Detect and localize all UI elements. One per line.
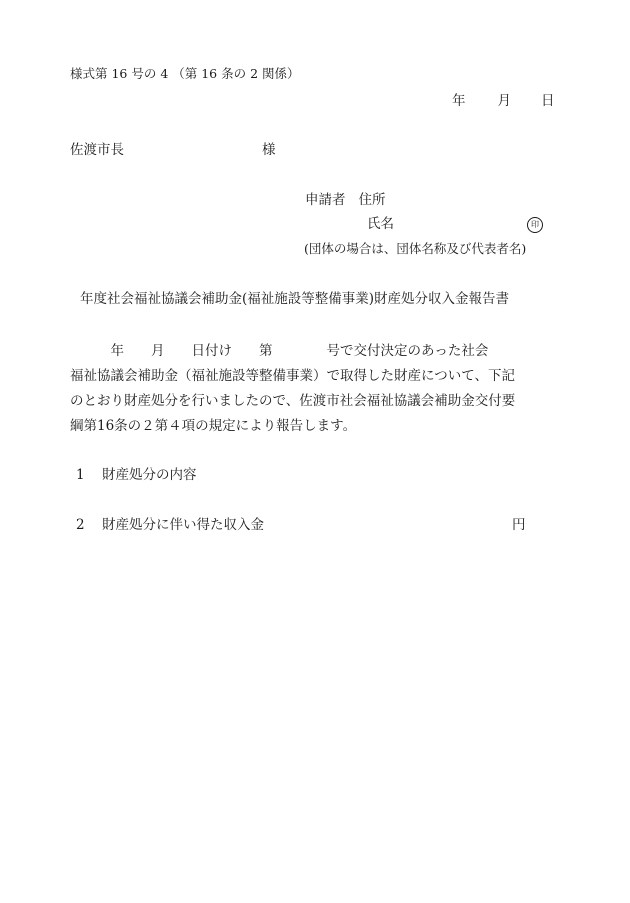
body-line-3: のとおり財産処分を行いましたので、佐渡市社会福祉協議会補助金交付要	[70, 393, 516, 409]
yen-unit: 円	[512, 517, 526, 533]
date-day-label: 日	[541, 93, 555, 109]
date-month-label: 月	[497, 93, 511, 109]
addressee	[70, 144, 276, 158]
item-2-number: 2	[76, 517, 85, 533]
date-year-label: 年	[452, 93, 466, 109]
form-number: 様式第 16 号の 4 （第 16 条の 2 関係）	[70, 66, 300, 81]
body-line-2: 福祉協議会補助金（福祉施設等整備事業）で取得した財産について、下記	[70, 368, 515, 384]
body-line-4: 綱第16条の２第４項の規定により報告します。	[70, 418, 357, 434]
applicant-label: 申請者	[305, 192, 346, 208]
date-line	[452, 95, 555, 109]
item-2-label: 財産処分に伴い得た収入金	[102, 517, 264, 533]
item-2	[76, 519, 264, 533]
item-1	[76, 469, 197, 483]
item-1-label: 財産処分の内容	[102, 467, 197, 483]
name-label: 氏名	[367, 216, 394, 232]
addressee-honorific: 様	[262, 142, 276, 158]
addressee-name: 佐渡市長	[70, 142, 124, 158]
group-note: (団体の場合は、団体名称及び代表者名)	[304, 241, 527, 256]
seal-mark: 印	[527, 217, 543, 233]
address-label: 住所	[358, 192, 386, 208]
body-line-1: 年 月 日付け 第 号で交付決定のあった社会	[70, 343, 489, 359]
applicant-address-row	[305, 194, 386, 208]
item-1-number: 1	[76, 467, 85, 483]
document-title: 年度社会福祉協議会補助金(福祉施設等整備事業)財産処分収入金報告書	[80, 291, 510, 307]
